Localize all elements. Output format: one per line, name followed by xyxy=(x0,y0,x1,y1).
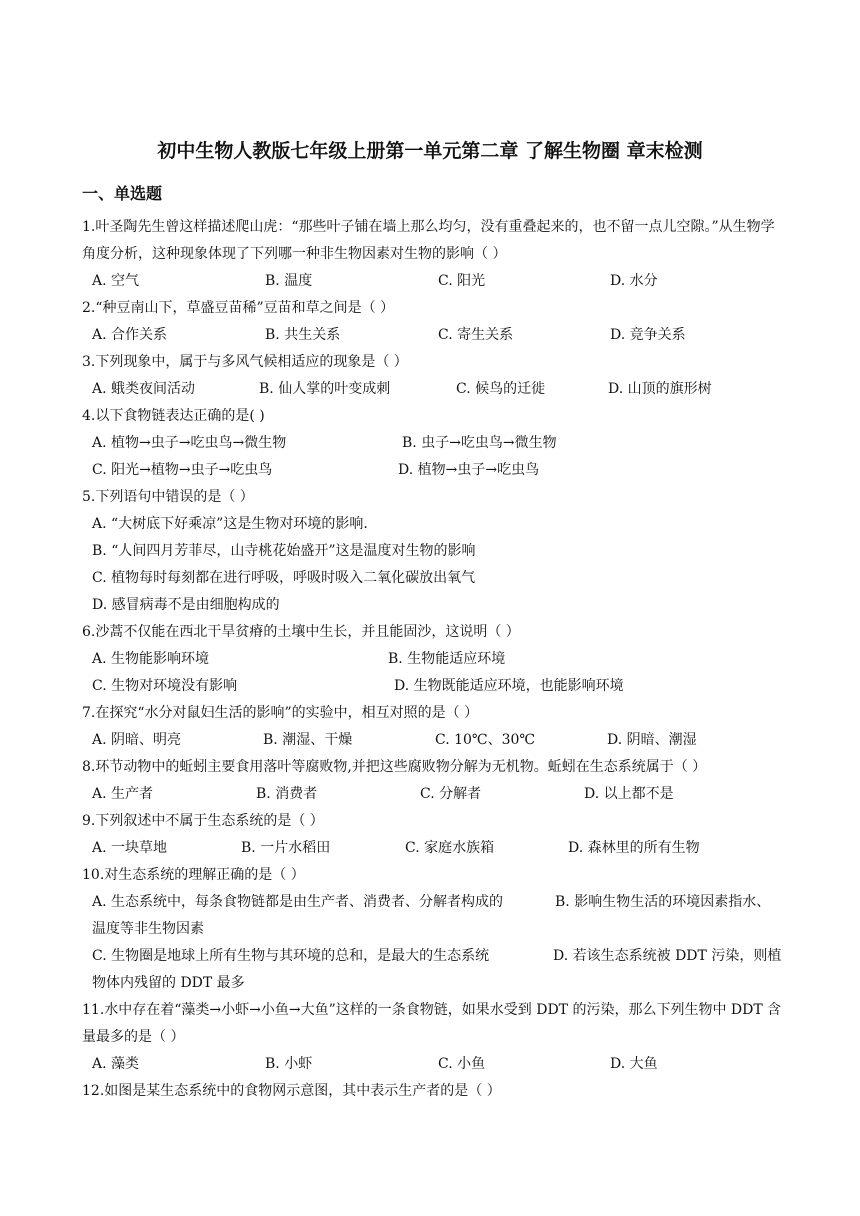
question-6-stem: 6.沙蒿不仅能在西北干旱贫瘠的土壤中生长，并且能固沙，这说明（ ） xyxy=(82,624,520,640)
q4-option-b: B. 虫子→吃虫鸟→微生物 xyxy=(402,435,557,451)
q9-option-a: A. 一块草地 xyxy=(92,840,168,856)
q7-option-c: C. 10℃、30℃ xyxy=(435,732,536,748)
q6-option-d: D. 生物既能适应环境，也能影响环境 xyxy=(394,678,624,694)
q1-option-b: B. 温度 xyxy=(265,273,313,289)
q3-option-d: D. 山顶的旗形树 xyxy=(608,381,712,397)
q10-option-a: A. 生态系统中，每条食物链都是由生产者、消费者、分解者构成的 xyxy=(92,894,504,910)
question-5-stem: 5.下列语句中错误的是（ ） xyxy=(82,489,254,505)
q8-option-c: C. 分解者 xyxy=(420,786,482,802)
question-12-stem: 12.如图是某生态系统中的食物网示意图，其中表示生产者的是（ ） xyxy=(82,1083,501,1099)
q1-option-c: C. 阳光 xyxy=(438,273,486,289)
q5-option-c: C. 植物每时每刻都在进行呼吸，呼吸时吸入二氧化碳放出氧气 xyxy=(92,570,476,586)
q10-option-d: D. 若该生态系统被 DDT 污染，则植物体内残留的 DDT 最多 xyxy=(92,948,782,991)
q7-option-b: B. 潮湿、干燥 xyxy=(263,732,353,748)
question-4-stem: 4.以下食物链表达正确的是( ) xyxy=(82,408,265,424)
q2-option-d: D. 竞争关系 xyxy=(610,327,686,343)
q3-option-b: B. 仙人掌的叶变成刺 xyxy=(259,381,391,397)
q11-option-d: D. 大鱼 xyxy=(610,1056,658,1072)
q4-option-d: D. 植物→虫子→吃虫鸟 xyxy=(398,462,540,478)
q9-option-c: C. 家庭水族箱 xyxy=(405,840,495,856)
q4-option-a: A. 植物→虫子→吃虫鸟→微生物 xyxy=(92,435,287,451)
q9-option-b: B. 一片水稻田 xyxy=(241,840,331,856)
q3-option-a: A. 蛾类夜间活动 xyxy=(92,381,196,397)
q4-option-c: C. 阳光→植物→虫子→吃虫鸟 xyxy=(92,462,273,478)
q9-option-d: D. 森林里的所有生物 xyxy=(568,840,700,856)
q7-option-a: A. 阴暗、明亮 xyxy=(92,732,182,748)
q3-option-c: C. 候鸟的迁徙 xyxy=(456,381,546,397)
q8-option-d: D. 以上都不是 xyxy=(584,786,674,802)
q11-option-c: C. 小鱼 xyxy=(438,1056,486,1072)
q1-option-a: A. 空气 xyxy=(92,273,140,289)
question-3-stem: 3.下列现象中，属于与多风气候相适应的现象是（ ） xyxy=(82,354,408,370)
question-1-stem: 1.叶圣陶先生曾这样描述爬山虎：“那些叶子铺在墙上那么均匀，没有重叠起来的，也不留一点儿空隙。”从生物学角度分析，这种现象体现了下列哪一种非生物因素对生物的影响（ ） xyxy=(82,219,775,262)
question-9-stem: 9.下列叙述中不属于生态系统的是（ ） xyxy=(82,813,324,829)
question-11-stem: 11.水中存在着“藻类→小虾→小鱼→大鱼”这样的一条食物链，如果水受到 DDT 的污染，那么下列生物中 DDT 含量最多的是（ ） xyxy=(82,1002,782,1045)
question-10-stem: 10.对生态系统的理解正确的是（ ） xyxy=(82,867,305,883)
q10-option-b: B. 影响生物生活的环境因素指水、温度等非生物因素 xyxy=(92,894,771,937)
question-2-stem: 2.“种豆南山下，草盛豆苗稀”豆苗和草之间是（ ） xyxy=(82,300,395,316)
q5-option-a: A. “大树底下好乘凉”这是生物对环境的影响. xyxy=(92,516,368,532)
q6-option-a: A. 生物能影响环境 xyxy=(92,651,210,667)
section-heading: 一、单选题 xyxy=(82,184,163,203)
question-7-stem: 7.在探究“水分对鼠妇生活的影响”的实验中，相互对照的是（ ） xyxy=(82,705,479,721)
q8-option-b: B. 消费者 xyxy=(256,786,318,802)
document-title: 初中生物人教版七年级上册第一单元第二章 了解生物圈 章末检测 xyxy=(157,140,703,162)
q11-option-a: A. 藻类 xyxy=(92,1056,140,1072)
q6-option-b: B. 生物能适应环境 xyxy=(388,651,506,667)
q7-option-d: D. 阴暗、潮湿 xyxy=(607,732,697,748)
q6-option-c: C. 生物对环境没有影响 xyxy=(92,678,238,694)
q5-option-b: B. “人间四月芳菲尽，山寺桃花始盛开”这是温度对生物的影响 xyxy=(92,543,476,559)
q1-option-d: D. 水分 xyxy=(610,273,658,289)
q10-option-c: C. 生物圈是地球上所有生物与其环境的总和，是最大的生态系统 xyxy=(92,948,490,964)
q2-option-c: C. 寄生关系 xyxy=(438,327,514,343)
q2-option-b: B. 共生关系 xyxy=(265,327,341,343)
q5-option-d: D. 感冒病毒不是由细胞构成的 xyxy=(92,597,280,613)
question-8-stem: 8.环节动物中的蚯蚓主要食用落叶等腐败物,并把这些腐败物分解为无机物。蚯蚓在生态系统属于（ ） xyxy=(82,759,707,775)
q8-option-a: A. 生产者 xyxy=(92,786,154,802)
q11-option-b: B. 小虾 xyxy=(265,1056,313,1072)
q2-option-a: A. 合作关系 xyxy=(92,327,168,343)
